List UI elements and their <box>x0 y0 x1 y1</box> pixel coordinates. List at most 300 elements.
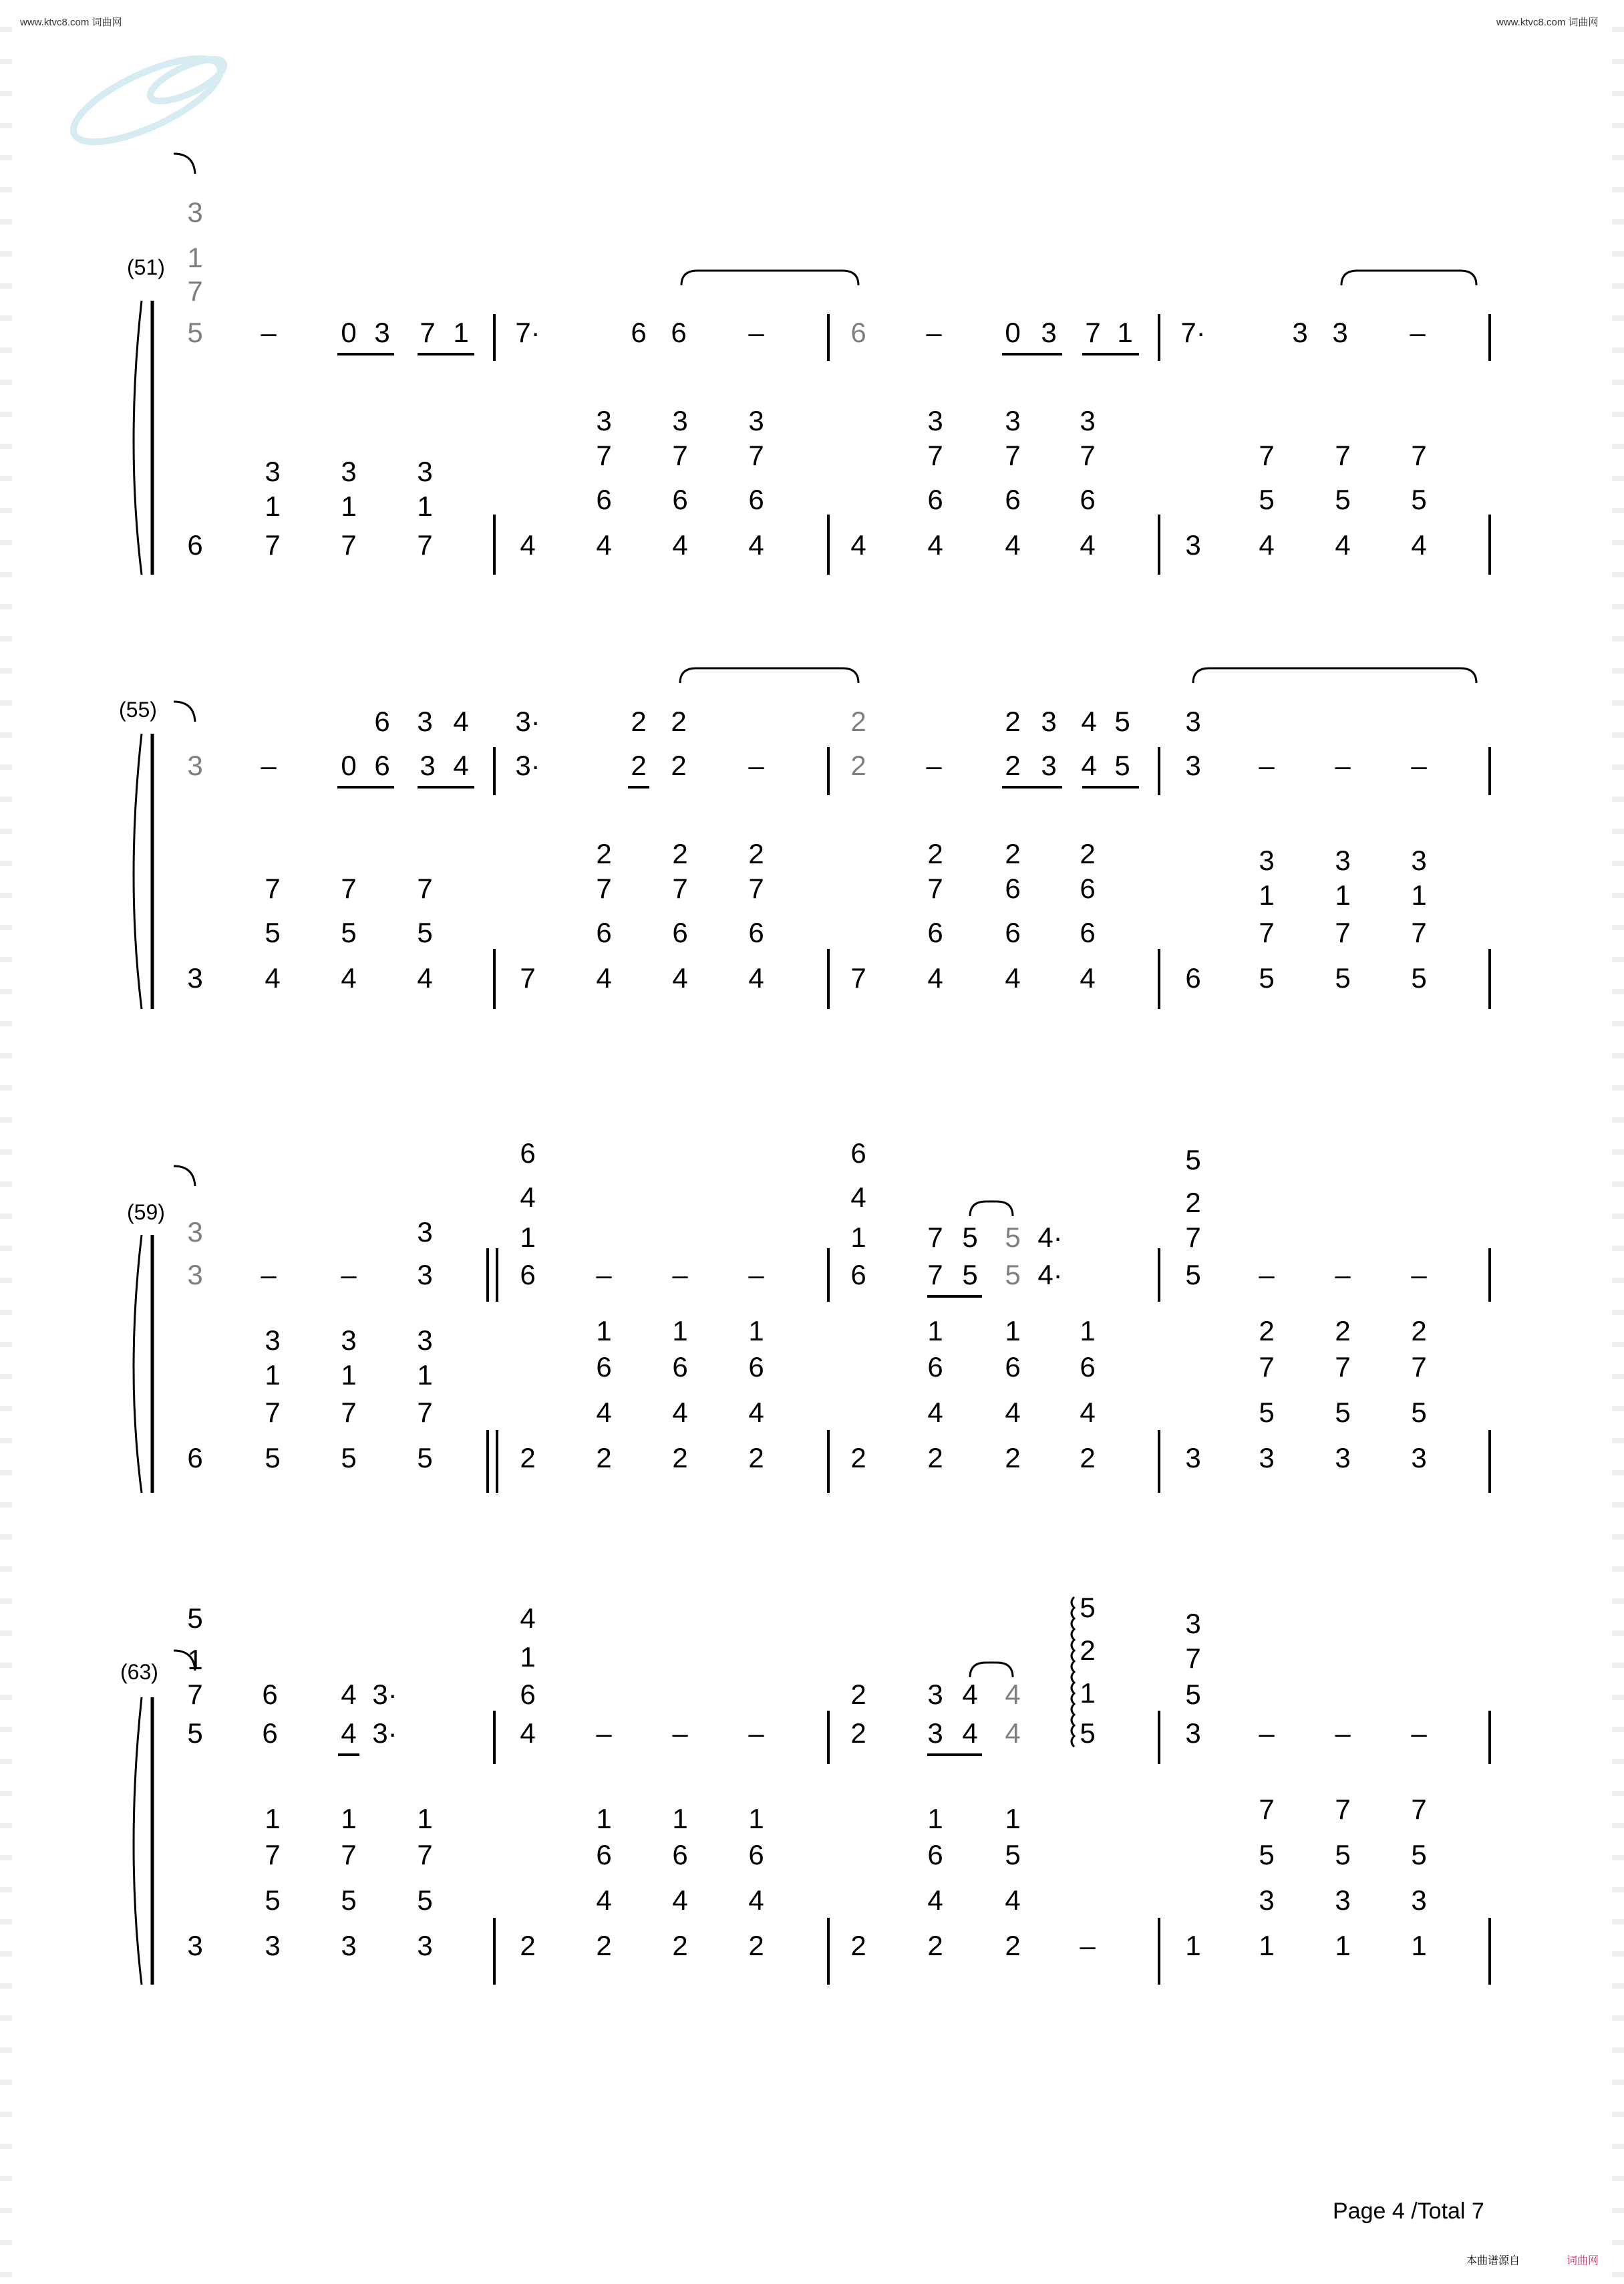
note: 6 <box>1005 873 1021 904</box>
note: 0 <box>341 750 357 781</box>
note: 4 <box>672 1884 688 1916</box>
note: 5 <box>1005 1839 1021 1870</box>
note: 2 <box>672 1930 688 1961</box>
note: 6 <box>927 917 943 948</box>
note: 5 <box>962 1259 978 1290</box>
note: 3· <box>515 750 540 781</box>
note: 6 <box>748 917 764 948</box>
note: 6 <box>1185 962 1201 994</box>
note: 4 <box>748 1884 764 1916</box>
note: 5 <box>341 1884 357 1916</box>
note: 2 <box>671 750 687 781</box>
note: 1 <box>1335 879 1351 911</box>
note: 5 <box>1185 1259 1201 1290</box>
note: 6 <box>748 484 764 515</box>
note: 7 <box>1080 440 1096 471</box>
note: 2 <box>596 1442 612 1473</box>
note: 6 <box>672 917 688 948</box>
note: 3 <box>1259 1442 1275 1473</box>
note: 4 <box>596 962 612 994</box>
note: – <box>1335 1259 1351 1290</box>
note: 2 <box>631 706 647 737</box>
note: 7 <box>748 440 764 471</box>
note: 1 <box>672 1315 688 1346</box>
note: 5 <box>187 1602 203 1634</box>
note: 1 <box>417 1803 433 1834</box>
note: 6 <box>672 1839 688 1870</box>
note: 1 <box>1080 1315 1096 1346</box>
note: 3· <box>372 1679 397 1710</box>
note: 3 <box>417 1216 433 1248</box>
note: 0 <box>341 317 357 348</box>
note: 5 <box>1335 1397 1351 1428</box>
note: 7 <box>520 962 536 994</box>
note: 4 <box>748 529 764 561</box>
note: 4 <box>453 706 469 737</box>
note: 2 <box>672 1442 688 1473</box>
note: 6 <box>1005 1351 1021 1383</box>
note: 2 <box>748 838 764 869</box>
note: 6 <box>262 1679 278 1710</box>
note: 4 <box>1080 529 1096 561</box>
measure-number: (63) <box>120 1660 158 1684</box>
note: 3 <box>187 962 203 994</box>
note: 3 <box>1005 405 1021 436</box>
note: 7 <box>1335 440 1351 471</box>
note: 2 <box>748 1442 764 1473</box>
page-indicator: Page 4 /Total 7 <box>1333 2198 1484 2224</box>
note: 6 <box>927 484 943 515</box>
note: 4 <box>341 962 357 994</box>
note: – <box>261 750 277 781</box>
note: 1 <box>1411 1930 1427 1961</box>
note: 3 <box>417 1930 433 1961</box>
note: 3 <box>1335 845 1351 876</box>
slur-continuation <box>174 154 195 174</box>
note: 3 <box>1185 1442 1201 1473</box>
note: – <box>261 1259 277 1290</box>
note: 1 <box>1259 1930 1275 1961</box>
note: 7· <box>515 317 540 348</box>
note: 5 <box>1411 1839 1427 1870</box>
note: 7 <box>596 873 612 904</box>
note: 6 <box>374 750 390 781</box>
note: 6 <box>748 1839 764 1870</box>
note: 7 <box>596 440 612 471</box>
note: 7 <box>850 962 866 994</box>
note: 4 <box>672 962 688 994</box>
note: 1 <box>187 242 203 273</box>
note: 1 <box>265 1803 281 1834</box>
note: 4 <box>748 1397 764 1428</box>
note: 0 <box>1005 317 1021 348</box>
note: 3 <box>1259 845 1275 876</box>
note: 4· <box>1037 1222 1063 1253</box>
note: 5 <box>1335 962 1351 994</box>
note: 2 <box>850 706 866 737</box>
note: 4 <box>417 962 433 994</box>
note: 4 <box>1081 706 1097 737</box>
note: 7 <box>341 1397 357 1428</box>
note: 6 <box>1080 873 1096 904</box>
note: 7 <box>417 873 433 904</box>
note: – <box>1080 1930 1096 1961</box>
note: 7 <box>417 529 433 561</box>
note: 7 <box>1411 917 1427 948</box>
note: 2 <box>850 1717 866 1749</box>
note: – <box>1411 750 1427 781</box>
note: 2 <box>850 1679 866 1710</box>
note: 4 <box>341 1717 357 1749</box>
note: 6 <box>596 1839 612 1870</box>
slur-continuation <box>174 1166 195 1186</box>
note: 5 <box>1114 750 1130 781</box>
note: 1 <box>748 1803 764 1834</box>
note: 1 <box>341 1803 357 1834</box>
arpeggio <box>1072 1597 1074 1747</box>
note: 1 <box>927 1803 943 1834</box>
note: 3 <box>748 405 764 436</box>
note: 7 <box>1085 317 1101 348</box>
note: 4 <box>672 1397 688 1428</box>
note: 7 <box>672 873 688 904</box>
note: 5 <box>1259 1839 1275 1870</box>
note: 3 <box>1185 1717 1201 1749</box>
note: 3 <box>1411 845 1427 876</box>
note: 3 <box>374 317 390 348</box>
note: 2 <box>927 1930 943 1961</box>
note: 1 <box>453 317 469 348</box>
note: 2 <box>850 1930 866 1961</box>
note: – <box>748 1259 764 1290</box>
note: 7 <box>187 275 203 307</box>
note: 3 <box>1185 1608 1201 1639</box>
note: 3 <box>1041 317 1057 348</box>
note: 1 <box>1411 879 1427 911</box>
measure-number: (51) <box>127 255 165 279</box>
note: 6 <box>927 1351 943 1383</box>
note: – <box>1335 1717 1351 1749</box>
note: 7 <box>341 529 357 561</box>
note: – <box>1410 317 1426 348</box>
note: 5 <box>1411 1397 1427 1428</box>
slur <box>1193 668 1476 683</box>
note: – <box>1411 1717 1427 1749</box>
note: 3 <box>1292 317 1308 348</box>
header-right-brand: 词曲网 <box>1568 17 1599 28</box>
note: 2 <box>631 750 647 781</box>
note: 5 <box>1259 1397 1275 1428</box>
note: 4 <box>265 962 281 994</box>
note: 3 <box>1411 1442 1427 1473</box>
note: 1 <box>341 1359 357 1391</box>
note: 7 <box>1335 1794 1351 1825</box>
note: 4 <box>927 1884 943 1916</box>
note: 6 <box>850 1259 866 1290</box>
note: 7 <box>1335 917 1351 948</box>
note: 3 <box>187 196 203 228</box>
note: 4 <box>520 529 536 561</box>
note: 1 <box>187 1644 203 1675</box>
note: 2 <box>850 750 866 781</box>
note: 7 <box>1335 1351 1351 1383</box>
note: – <box>926 317 942 348</box>
note: 2 <box>1080 1634 1096 1666</box>
note: 6 <box>596 1351 612 1383</box>
note: 5 <box>265 1442 281 1473</box>
header-right-site[interactable]: www.ktvc8.com <box>1496 17 1566 28</box>
measure-number: (55) <box>119 698 157 722</box>
note: 1 <box>1005 1803 1021 1834</box>
note: 1 <box>417 1359 433 1391</box>
note: 7 <box>1005 440 1021 471</box>
slur <box>1341 271 1476 285</box>
note: 2 <box>1005 838 1021 869</box>
note: 5 <box>1080 1592 1096 1623</box>
note: 2 <box>850 1442 866 1473</box>
note: 3 <box>341 1324 357 1356</box>
note: – <box>1335 750 1351 781</box>
note: 7 <box>265 1397 281 1428</box>
note: 5 <box>341 917 357 948</box>
note: 2 <box>596 1930 612 1961</box>
note: 7 <box>417 1839 433 1870</box>
note: 1 <box>1259 879 1275 911</box>
note: 2 <box>1005 750 1021 781</box>
note: 5 <box>341 1442 357 1473</box>
note: 7 <box>672 440 688 471</box>
slur <box>680 668 858 683</box>
note: 6 <box>631 317 647 348</box>
note: 2 <box>671 706 687 737</box>
note: 5 <box>417 1884 433 1916</box>
note: 4· <box>1037 1259 1063 1290</box>
note: 4 <box>520 1602 536 1634</box>
note: 6 <box>672 484 688 515</box>
note: 1 <box>850 1222 866 1253</box>
note: 4 <box>1005 529 1021 561</box>
note: 5 <box>1114 706 1130 737</box>
note: 2 <box>596 838 612 869</box>
note: 2 <box>520 1930 536 1961</box>
note: 4 <box>850 529 866 561</box>
note: 3 <box>927 405 943 436</box>
note: 6 <box>671 317 687 348</box>
note: 5 <box>1005 1259 1021 1290</box>
note: 7 <box>1411 440 1427 471</box>
header-left-brand: 词曲网 <box>92 17 122 28</box>
system-brace <box>134 1697 142 1985</box>
note: 3 <box>1411 1884 1427 1916</box>
note: 5 <box>1335 484 1351 515</box>
note: 7 <box>1259 1794 1275 1825</box>
note: 6 <box>596 484 612 515</box>
note: 7 <box>187 1679 203 1710</box>
note: 4 <box>520 1717 536 1749</box>
note: 3 <box>187 1930 203 1961</box>
slur <box>681 271 858 285</box>
note: 3 <box>1185 529 1201 561</box>
note: 4 <box>596 1397 612 1428</box>
note: 4 <box>1080 1397 1096 1428</box>
note: 3 <box>341 1930 357 1961</box>
note: 2 <box>1259 1315 1275 1346</box>
note: 7 <box>420 317 436 348</box>
note: 4 <box>453 750 469 781</box>
note: 4 <box>927 962 943 994</box>
note: – <box>1259 1259 1275 1290</box>
note: 1 <box>1335 1930 1351 1961</box>
note: 1 <box>1080 1677 1096 1709</box>
note: 1 <box>1185 1930 1201 1961</box>
note: 7 <box>927 1259 943 1290</box>
note: 1 <box>748 1315 764 1346</box>
note: 3 <box>417 1324 433 1356</box>
note: 6 <box>596 917 612 948</box>
system-brace <box>134 734 142 1009</box>
footer-brand: 词曲网 <box>1567 2255 1599 2267</box>
note: 6 <box>520 1259 536 1290</box>
note: 7 <box>265 529 281 561</box>
note: 4 <box>341 1679 357 1710</box>
note: 6 <box>1005 484 1021 515</box>
note: 5 <box>1080 1717 1096 1749</box>
note: 3 <box>265 1930 281 1961</box>
note: 2 <box>748 1930 764 1961</box>
note: – <box>1411 1259 1427 1290</box>
note: 5 <box>1005 1222 1021 1253</box>
note: 2 <box>672 838 688 869</box>
note: 6 <box>1080 484 1096 515</box>
note: – <box>341 1259 357 1290</box>
note: 1 <box>520 1641 536 1673</box>
note: 5 <box>1411 962 1427 994</box>
note: 3 <box>265 456 281 487</box>
note: 1 <box>596 1803 612 1834</box>
note: 6 <box>520 1137 536 1169</box>
note: 1 <box>341 490 357 522</box>
note: 2 <box>927 1442 943 1473</box>
note: 2 <box>1411 1315 1427 1346</box>
note: – <box>1259 750 1275 781</box>
note: 4 <box>850 1181 866 1213</box>
note: 4 <box>748 962 764 994</box>
note: 6 <box>1080 1351 1096 1383</box>
note: 7 <box>1259 917 1275 948</box>
note: 3· <box>515 706 540 737</box>
note: 5 <box>962 1222 978 1253</box>
note: 7 <box>341 1839 357 1870</box>
measure-number: (59) <box>127 1200 165 1224</box>
note: 7 <box>1185 1643 1201 1674</box>
note: 5 <box>1185 1679 1201 1710</box>
note: – <box>596 1259 612 1290</box>
note: 3 <box>596 405 612 436</box>
note: 1 <box>265 1359 281 1391</box>
note: 1 <box>672 1803 688 1834</box>
note: 4 <box>1005 1397 1021 1428</box>
source-note: 本曲谱源自 <box>1466 2255 1520 2267</box>
note: 5 <box>265 1884 281 1916</box>
note: 3 <box>1335 1442 1351 1473</box>
note: 2 <box>520 1442 536 1473</box>
note: 5 <box>187 1717 203 1749</box>
note: 3 <box>1332 317 1348 348</box>
note: 7 <box>1259 1351 1275 1383</box>
header-left-site[interactable]: www.ktvc8.com <box>20 17 90 28</box>
note: 5 <box>187 317 203 348</box>
note: – <box>672 1259 688 1290</box>
note: 6 <box>748 1351 764 1383</box>
note: 3 <box>187 1259 203 1290</box>
note: 4 <box>596 1884 612 1916</box>
note: 5 <box>417 1442 433 1473</box>
note: 1 <box>1117 317 1133 348</box>
slur <box>970 1663 1013 1677</box>
note: 5 <box>417 917 433 948</box>
note: 3 <box>927 1717 943 1749</box>
note: 4 <box>1005 1679 1021 1710</box>
note: – <box>596 1717 612 1749</box>
note: 6 <box>187 1442 203 1473</box>
note: 3 <box>1041 750 1057 781</box>
note: 5 <box>265 917 281 948</box>
system-brace <box>134 1235 142 1493</box>
note: – <box>748 317 764 348</box>
note: 7 <box>927 1222 943 1253</box>
note: 6 <box>1005 917 1021 948</box>
note: 2 <box>1005 1930 1021 1961</box>
note: 7 <box>265 873 281 904</box>
note: 5 <box>1411 484 1427 515</box>
note: 5 <box>1259 962 1275 994</box>
note: 2 <box>1335 1315 1351 1346</box>
note: 6 <box>187 529 203 561</box>
note: 1 <box>596 1315 612 1346</box>
note: 3 <box>927 1679 943 1710</box>
note: 1 <box>1005 1315 1021 1346</box>
note: 4 <box>1081 750 1097 781</box>
note: 4 <box>596 529 612 561</box>
note: 6 <box>672 1351 688 1383</box>
note: 6 <box>520 1679 536 1710</box>
note: 7· <box>1180 317 1206 348</box>
note: 4 <box>927 1397 943 1428</box>
note: 7 <box>1185 1222 1201 1253</box>
note: 3 <box>341 456 357 487</box>
note: 4 <box>1335 529 1351 561</box>
note: 7 <box>927 873 943 904</box>
note: 6 <box>850 317 866 348</box>
note: – <box>926 750 942 781</box>
note: 2 <box>1080 838 1096 869</box>
note: 6 <box>927 1839 943 1870</box>
system-brace <box>134 301 142 575</box>
note: 4 <box>1005 1884 1021 1916</box>
note: 4 <box>1080 962 1096 994</box>
note: 6 <box>262 1717 278 1749</box>
note: 4 <box>927 529 943 561</box>
note: 2 <box>1080 1442 1096 1473</box>
note: 3 <box>187 1216 203 1248</box>
note: 3 <box>417 706 433 737</box>
note: 3 <box>1259 1884 1275 1916</box>
note: 3 <box>672 405 688 436</box>
note: 7 <box>265 1839 281 1870</box>
note: 1 <box>417 490 433 522</box>
note: 3 <box>1185 706 1201 737</box>
note: 7 <box>748 873 764 904</box>
